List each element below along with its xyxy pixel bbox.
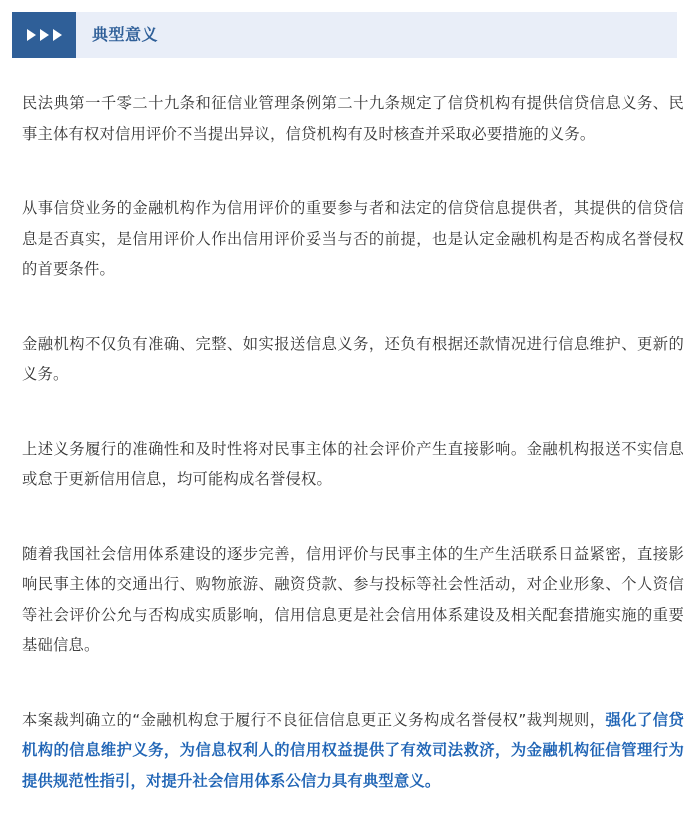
section-header xyxy=(12,12,677,58)
paragraph-4: 上述义务履行的准确性和及时性将对民事主体的社会评价产生直接影响。金融机构报送不实信息或怠于更新信用信息，均可能构成名誉侵权。 xyxy=(22,439,684,488)
paragraph-1: 民法典第一千零二十九条和征信业管理条例第二十九条规定了信贷机构有提供信贷信息义务、民事主体有权对信用评价不当提出异议，信贷机构有及时核查并采取必要措施的义务。 xyxy=(22,94,684,143)
right-arrow-icon xyxy=(27,29,36,41)
paragraph-6 xyxy=(22,705,684,797)
paragraph-3: 金融机构不仅负有准确、完整、如实报送信息义务，还负有根据还款情况进行信息维护、更新的义务。 xyxy=(22,334,684,383)
right-arrow-icon xyxy=(53,29,62,41)
paragraph-6-lead: 本案裁判确立的“金融机构怠于履行不良征信信息更正义务构成名誉侵权”裁判规则， xyxy=(22,710,606,729)
paragraph-6-highlight: 强化了信贷机构的信息维护义务，为信息权利人的信用权益提供了有效司法救济，为金融机构征信管理行为提供规范性指引，对提升社会信用体系公信力具有典型意义。 xyxy=(22,710,684,790)
article-body xyxy=(22,88,684,796)
triple-right-arrow-icon xyxy=(12,12,76,58)
paragraph-2: 从事信贷业务的金融机构作为信用评价的重要参与者和法定的信贷信息提供者，其提供的信贷信息是否真实，是信用评价人作出信用评价妥当与否的前提，也是认定金融机构是否构成名誉侵权的首要条件。 xyxy=(22,199,684,278)
right-arrow-icon xyxy=(40,29,49,41)
section-title: 典型意义 xyxy=(92,25,159,44)
paragraph-5: 随着我国社会信用体系建设的逐步完善，信用评价与民事主体的生产生活联系日益紧密，直接影响民事主体的交通出行、购物旅游、融资贷款、参与投标等社会性活动，对企业形象、个人资信等社会评价公允与否构成实质影响，信用信息更是社会信用体系建设及相关配套措施实施的重要基础信息。 xyxy=(22,544,684,654)
